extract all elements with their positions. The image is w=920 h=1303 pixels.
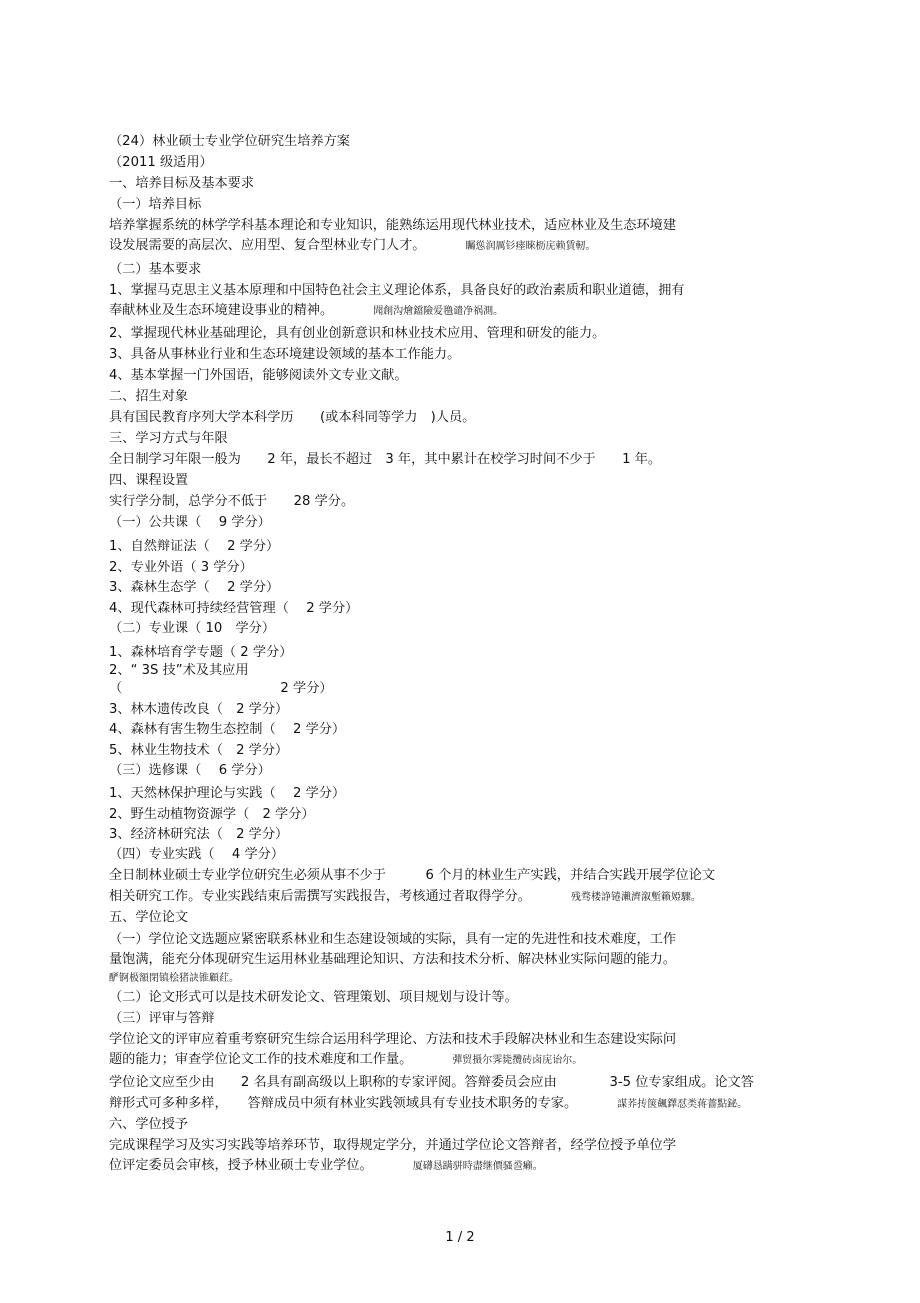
- course-item: 4、森林有害生物生态控制（ 2 学分）: [109, 722, 346, 737]
- paragraph-text: 题的能力；审查学位论文工作的技术难度和工作量。: [109, 1052, 413, 1067]
- paragraph-line: 1、掌握马克思主义基本原理和中国特色社会主义理论体系，具备良好的政治素质和职业道德，拥有: [109, 283, 685, 298]
- subsection-heading: （二）基本要求: [109, 262, 202, 277]
- paragraph-line: 3、具备从事林业行业和生态环境建设领域的基本工作能力。: [109, 347, 461, 362]
- course-group-heading: （一）公共课（ 9 学分）: [109, 515, 271, 530]
- paragraph-line: 学位论文的评审应着重考察研究生综合运用科学理论、方法和技术手段解决林业和生态建设实际问: [109, 1032, 677, 1047]
- paragraph-line: 全日制学习年限一般为 2 年，最长不超过 3 年，其中累计在校学习时间不少于 1 年。: [109, 452, 662, 467]
- paragraph-text: 相关研究工作。专业实践结束后需撰写实践报告，考核通过者取得学分。: [109, 889, 531, 904]
- document-title: （24）林业硕士专业学位研究生培养方案: [109, 134, 350, 149]
- garbled-text: 聞創沟燴鐺險爱氇谴净祸測。: [373, 306, 504, 317]
- paragraph-text: 设发展需要的高层次、应用型、复合型林业专门人才。: [109, 238, 426, 253]
- paragraph-line: 培养掌握系统的林学学科基本理论和专业知识，能熟练运用现代林业技术，适应林业及生态环境建: [109, 218, 677, 233]
- garbled-text: 残骛楼諍锩瀨濟溆塹籟婭驟。: [571, 892, 701, 903]
- course-item: 3、森林生态学（ 2 学分）: [109, 580, 280, 595]
- paragraph-line: 学位论文应至少由 2 名具有副高级以上职称的专家评阅。答辩委员会应由 3-5 位专家组成。论文答: [109, 1075, 754, 1090]
- paragraph-line: （一）学位论文选题应紧密联系林业和生态建设领域的实际，具有一定的先进性和技术难度，工作: [109, 932, 677, 947]
- section-heading: 二、招生对象: [109, 389, 189, 404]
- garbled-text: 矚慫润厲钐瘗睞枥庑赖賃軔。: [465, 241, 596, 252]
- section-heading: 五、学位论文: [109, 910, 189, 925]
- course-item: 3、经济林研究法（ 2 学分）: [109, 827, 289, 842]
- page-number: 1 / 2: [445, 1230, 475, 1245]
- garbled-text: 彈贸摄尔霁毙攬砖卤庑诒尔。: [452, 1055, 583, 1066]
- course-item: 1、森林培育学专题（ 2 学分）: [109, 645, 293, 660]
- paragraph-line: [109, 1158, 543, 1175]
- paragraph-text: 位评定委员会审核，授予林业硕士专业学位。: [109, 1158, 373, 1173]
- section-heading: 一、培养目标及基本要求: [109, 176, 255, 191]
- course-item: 1、自然辩证法（ 2 学分）: [109, 539, 280, 554]
- paragraph-line: （二）论文形式可以是技术研发论文、管理策划、项目规划与设计等。: [109, 990, 518, 1005]
- course-group-heading: （二）专业课（ 10 学分）: [109, 621, 276, 636]
- course-item: 5、林业生物技术（ 2 学分）: [109, 743, 289, 758]
- paragraph-line: 全日制林业硕士专业学位研究生必须从事不少于 6 个月的林业生产实践，并结合实践开展学位论文: [109, 868, 716, 883]
- course-group-heading: （三）选修课（ 6 学分）: [109, 763, 271, 778]
- course-item: 1、天然林保护理论与实践（ 2 学分）: [109, 786, 346, 801]
- course-group-heading: （四）专业实践（ 4 学分）: [109, 847, 285, 862]
- section-heading: 六、学位授予: [109, 1117, 189, 1132]
- subsection-heading: （一）培养目标: [109, 197, 202, 212]
- course-item: 2、专业外语（ 3 学分）: [109, 560, 253, 575]
- paragraph-line: 2、掌握现代林业基础理论，具有创业创新意识和林业技术应用、管理和研发的能力。: [109, 326, 606, 341]
- section-heading: 三、学习方式与年限: [109, 431, 228, 446]
- paragraph-line: 完成课程学习及实习实践等培养环节，取得规定学分，并通过学位论文答辩者，经学位授予单位学: [109, 1138, 677, 1153]
- course-item: 4、现代森林可持续经营管理（ 2 学分）: [109, 601, 359, 616]
- garbled-text: 厦礴恳蹒骈時盡继價骚巹癩。: [412, 1161, 543, 1172]
- paragraph-line: [109, 238, 596, 255]
- paragraph-line: [109, 303, 503, 320]
- subsection-heading: （三）评审与答辩: [109, 1011, 215, 1026]
- paragraph-text: 奉献林业及生态环境建设事业的精神。: [109, 303, 334, 318]
- paragraph-line: [109, 889, 701, 906]
- paragraph-line: 量饱满，能充分体现研究生运用林业基础理论知识、方法和技术分析、解决林业实际问题的能力。: [109, 952, 677, 967]
- course-item: 2、野生动植物资源学（ 2 学分）: [109, 807, 315, 822]
- section-heading: 四、课程设置: [109, 473, 189, 488]
- paragraph-line: [109, 1052, 582, 1069]
- paragraph-line: 具有国民教育序列大学本科学历 (或本科同等学力 )人员。: [109, 410, 476, 425]
- paragraph-text: 辩形式可多种多样， 答辩成员中须有林业实践领域具有专业技术职务的专家。: [109, 1096, 578, 1111]
- course-item: （ 2 学分）: [109, 681, 333, 696]
- paragraph-line: [109, 1096, 747, 1113]
- garbled-text: 謀荞抟箧飆鐸怼类蒋薔點鉍。: [617, 1099, 748, 1110]
- document-subtitle: （2011 级适用）: [109, 155, 213, 170]
- course-item: 2、“ 3S 技”术及其应用: [109, 663, 249, 678]
- paragraph-line: 4、基本掌握一门外国语，能够阅读外文专业文献。: [109, 368, 408, 383]
- paragraph-line: 实行学分制，总学分不低于 28 学分。: [109, 494, 355, 509]
- garbled-text: 酽锕极額閉镇桧猪訣锥顧荭。: [109, 973, 239, 984]
- garbled-line: [109, 970, 239, 987]
- course-item: 3、林木遗传改良（ 2 学分）: [109, 702, 289, 717]
